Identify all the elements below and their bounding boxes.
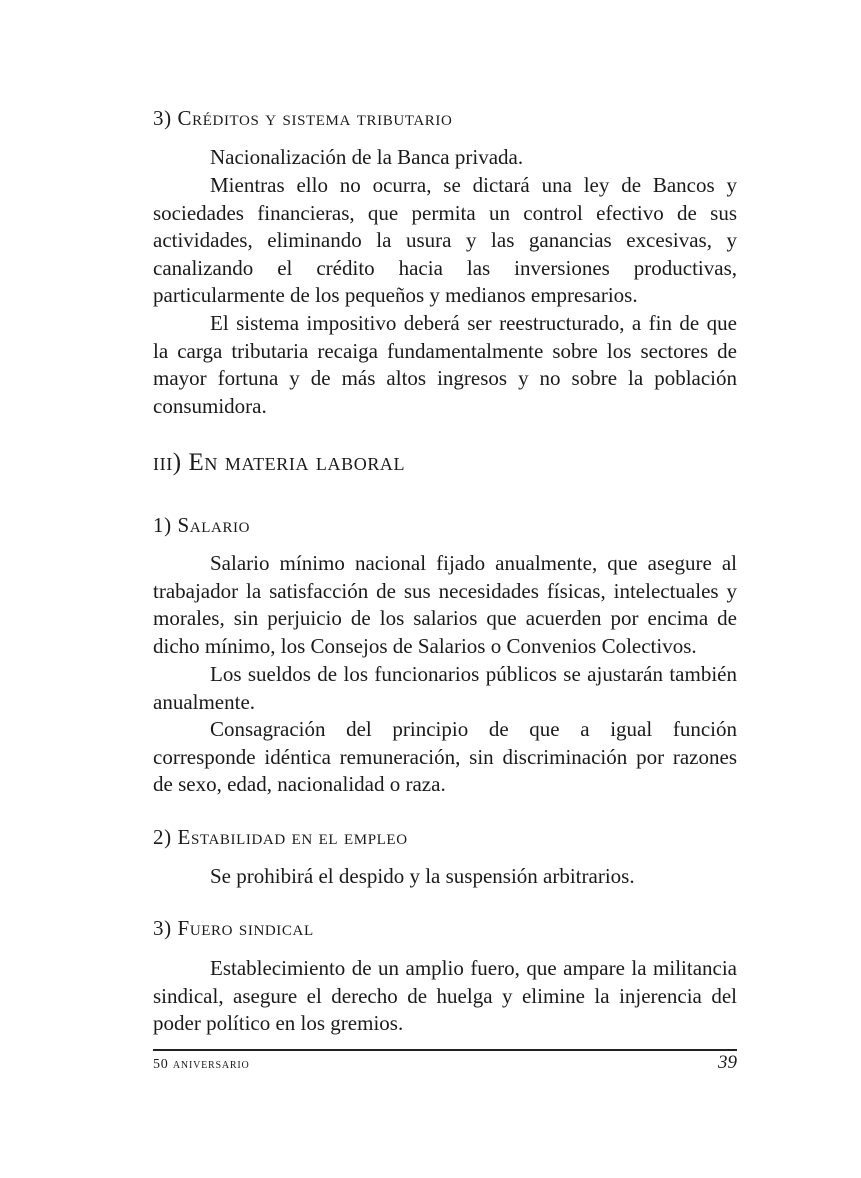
subsection-heading-estabilidad: 2) Estabilidad en el empleo xyxy=(153,825,408,849)
subsection-heading-fuero-sindical: 3) Fuero sindical xyxy=(153,916,314,940)
paragraph-nacionalizacion: Nacionalización de la Banca privada. xyxy=(210,145,524,169)
paragraph-igual-funcion: Consagración del principio de que a igual función corresponde idéntica remuneración, sin discriminación por razones de sexo, edad, nacionalidad o raza. xyxy=(153,717,737,797)
paragraph-sistema-impositivo: El sistema impositivo deberá ser reestructurado, a fin de que la carga tributaria recaiga fundamentalmente sobre los sectores de mayor fortuna y de más altos ingresos y no sobre la población consumidora. xyxy=(153,311,737,418)
part-heading-materia-laboral: iii) En materia laboral xyxy=(153,449,406,476)
paragraph-ley-de-bancos: Mientras ello no ocurra, se dictará una ley de Bancos y sociedades financieras, que permita un control efectivo de sus actividades, eliminando la usura y las ganancias excesivas, y canalizando el crédito hacia las inversiones productivas, particularmente de los pequeños y medianos empresarios. xyxy=(153,173,737,308)
footer-divider xyxy=(153,1049,737,1051)
paragraph-salario-minimo: Salario mínimo nacional fijado anualmente, que asegure al trabajador la satisfacción de sus necesidades físicas, intelectuales y morales, sin perjuicio de los salarios que acuerden por encima de dicho mínimo, los Consejos de Salarios o Convenios Colectivos. xyxy=(153,551,737,658)
paragraph-fuero: Establecimiento de un amplio fuero, que ampare la militancia sindical, asegure el derecho de huelga y elimine la injerencia del poder político en los gremios. xyxy=(153,956,737,1036)
page-number: 39 xyxy=(718,1052,737,1073)
footer-label: 50 aniversario xyxy=(153,1057,250,1072)
subsection-heading-salario: 1) Salario xyxy=(153,513,251,537)
section-heading-creditos: 3) Créditos y sistema tributario xyxy=(153,106,453,130)
paragraph-sueldos-funcionarios: Los sueldos de los funcionarios públicos se ajustarán también anualmente. xyxy=(153,662,737,714)
paragraph-despido: Se prohibirá el despido y la suspensión arbitrarios. xyxy=(210,864,635,888)
